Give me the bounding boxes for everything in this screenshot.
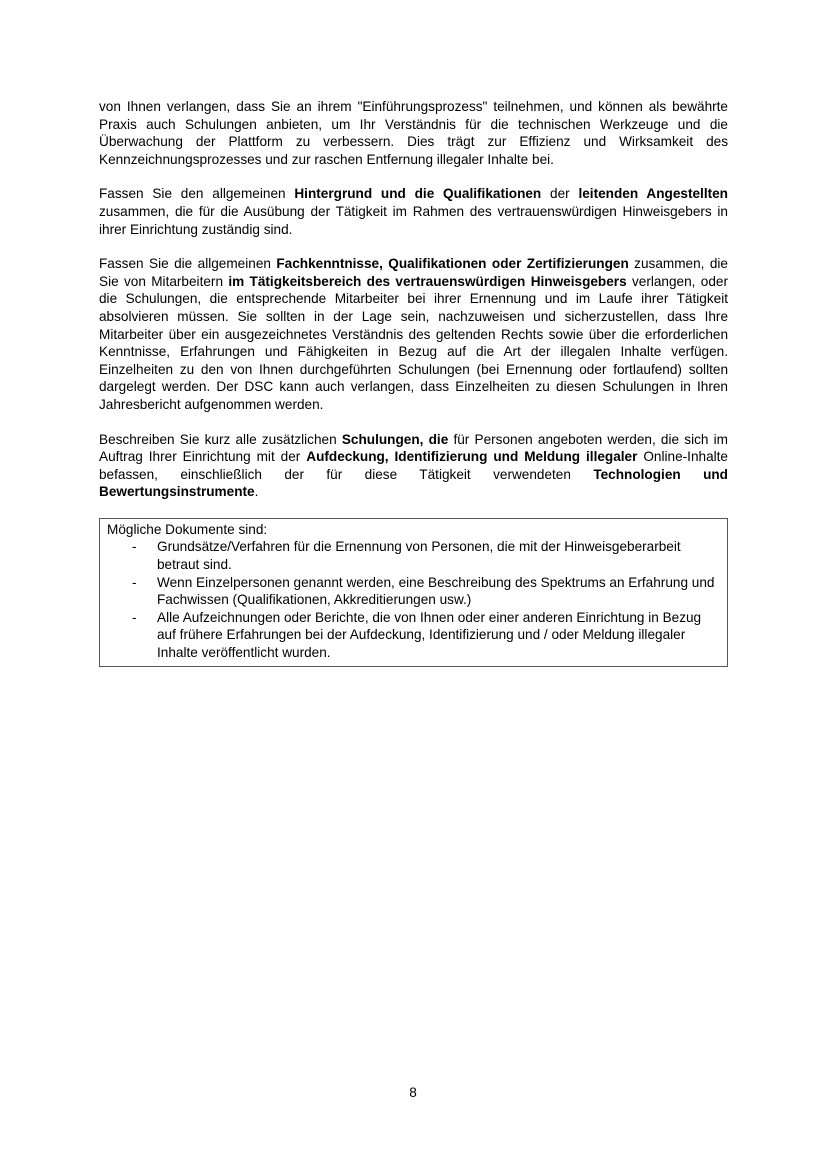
list-item [107,538,721,573]
paragraph-1-text: von Ihnen verlangen, dass Sie an ihrem "Einführungsprozess" teilnehmen, und können als bewährte Praxis auch Schulungen anbieten, um Ihr Verständnis für die technischen Werkzeuge und die Überwachung der Plattform zu verbessern. Dies trägt zur Effizienz und Wirksamkeit des Kennzeichnungsprozesses und zur raschen Entfernung illegaler Inhalte bei. [99,99,728,167]
paragraph-4-text: für Personen angeboten werden, die sich im Auftrag Ihrer Einrichtung mit der [99,431,728,465]
dash-bullet: - [132,609,137,625]
box-heading: Mögliche Dokumente sind: [107,521,268,537]
paragraph-4-text: Online-Inhalte befassen, einschließlich der für diese Tätigkeit verwendeten [99,449,728,482]
page-number: 8 [409,1085,417,1100]
documents-list [107,538,721,661]
paragraph-1 [99,98,728,168]
paragraph-4-text: . [254,484,259,500]
paragraph-3-text: verlangen, oder die Schulungen, die entsprechende Mitarbeiter bei ihrer Ernennung und im Laufe ihrer Tätigkeit absolvieren müssen. Sie sollten in der Lage sein, nachzuweisen und sicherzustellen, dass Ihre Mitarbeiter über ein ausgezeichnetes Verständnis des geltenden Rechts sowie über die erforderlichen Kenntnisse, Erfahrungen und Fähigkeiten in Bezug auf die Art der illegalen Inhalte verfügen. Einzelheiten zu den von Ihnen durchgeführten Schulungen (bei Ernennung oder fortlaufend) sollten dargelegt werden. Der DSC kann auch verlangen, dass Einzelheiten zu diesen Schulungen in Ihren Jahresbericht aufgenommen werden. [99,273,728,412]
list-item-text: Wenn Einzelpersonen genannt werden, eine Beschreibung des Spektrums an Erfahrung und Fachwissen (Qualifikationen, Akkreditierungen usw.) [157,574,715,608]
paragraph-4-bold: Technologien und Bewertungsinstrumente [99,466,728,500]
paragraph-3 [99,255,728,413]
possible-documents-box [99,518,728,667]
paragraph-2-bold: leitenden Angestellten [578,186,728,202]
dash-bullet: - [132,539,137,555]
document-body [99,98,728,667]
paragraph-3-bold: im Tätigkeitsbereich des vertrauenswürdigen Hinweisgebers [228,273,627,289]
list-item-text: Grundsätze/Verfahren für die Ernennung von Personen, die mit der Hinweisgeberarbeit betraut sind. [157,539,681,573]
paragraph-3-bold: Fachkenntnisse, Qualifikationen oder Zertifizierungen [276,256,629,272]
paragraph-2-bold: Hintergrund und die Qualifikationen [294,186,542,202]
paragraph-3-text: Fassen Sie die allgemeinen [99,256,277,272]
paragraph-4-text: Beschreiben Sie kurz alle zusätzlichen [99,431,342,447]
paragraph-3-text: zusammen, die Sie von Mitarbeitern [99,256,728,289]
paragraph-4-bold: Schulungen, die [341,431,449,447]
paragraph-2 [99,185,728,238]
paragraph-2-text: zusammen, die für die Ausübung der Tätigkeit im Rahmen des vertrauenswürdigen Hinweisgebers in ihrer Einrichtung zuständig sind. [99,203,728,237]
paragraph-2-text: der [541,186,579,202]
paragraph-2-text: Fassen Sie den allgemeinen [99,186,295,202]
paragraph-4 [99,431,728,501]
list-item [107,609,721,662]
list-item-text: Alle Aufzeichnungen oder Berichte, die von Ihnen oder einer anderen Einrichtung in Bezug auf frühere Erfahrungen bei der Aufdeckung, Identifizierung und / oder Meldung illegaler Inhalte veröffentlicht wurden. [157,609,702,661]
paragraph-4-bold: Aufdeckung, Identifizierung und Meldung illegaler [306,449,638,465]
dash-bullet: - [132,574,137,590]
list-item [107,574,721,609]
